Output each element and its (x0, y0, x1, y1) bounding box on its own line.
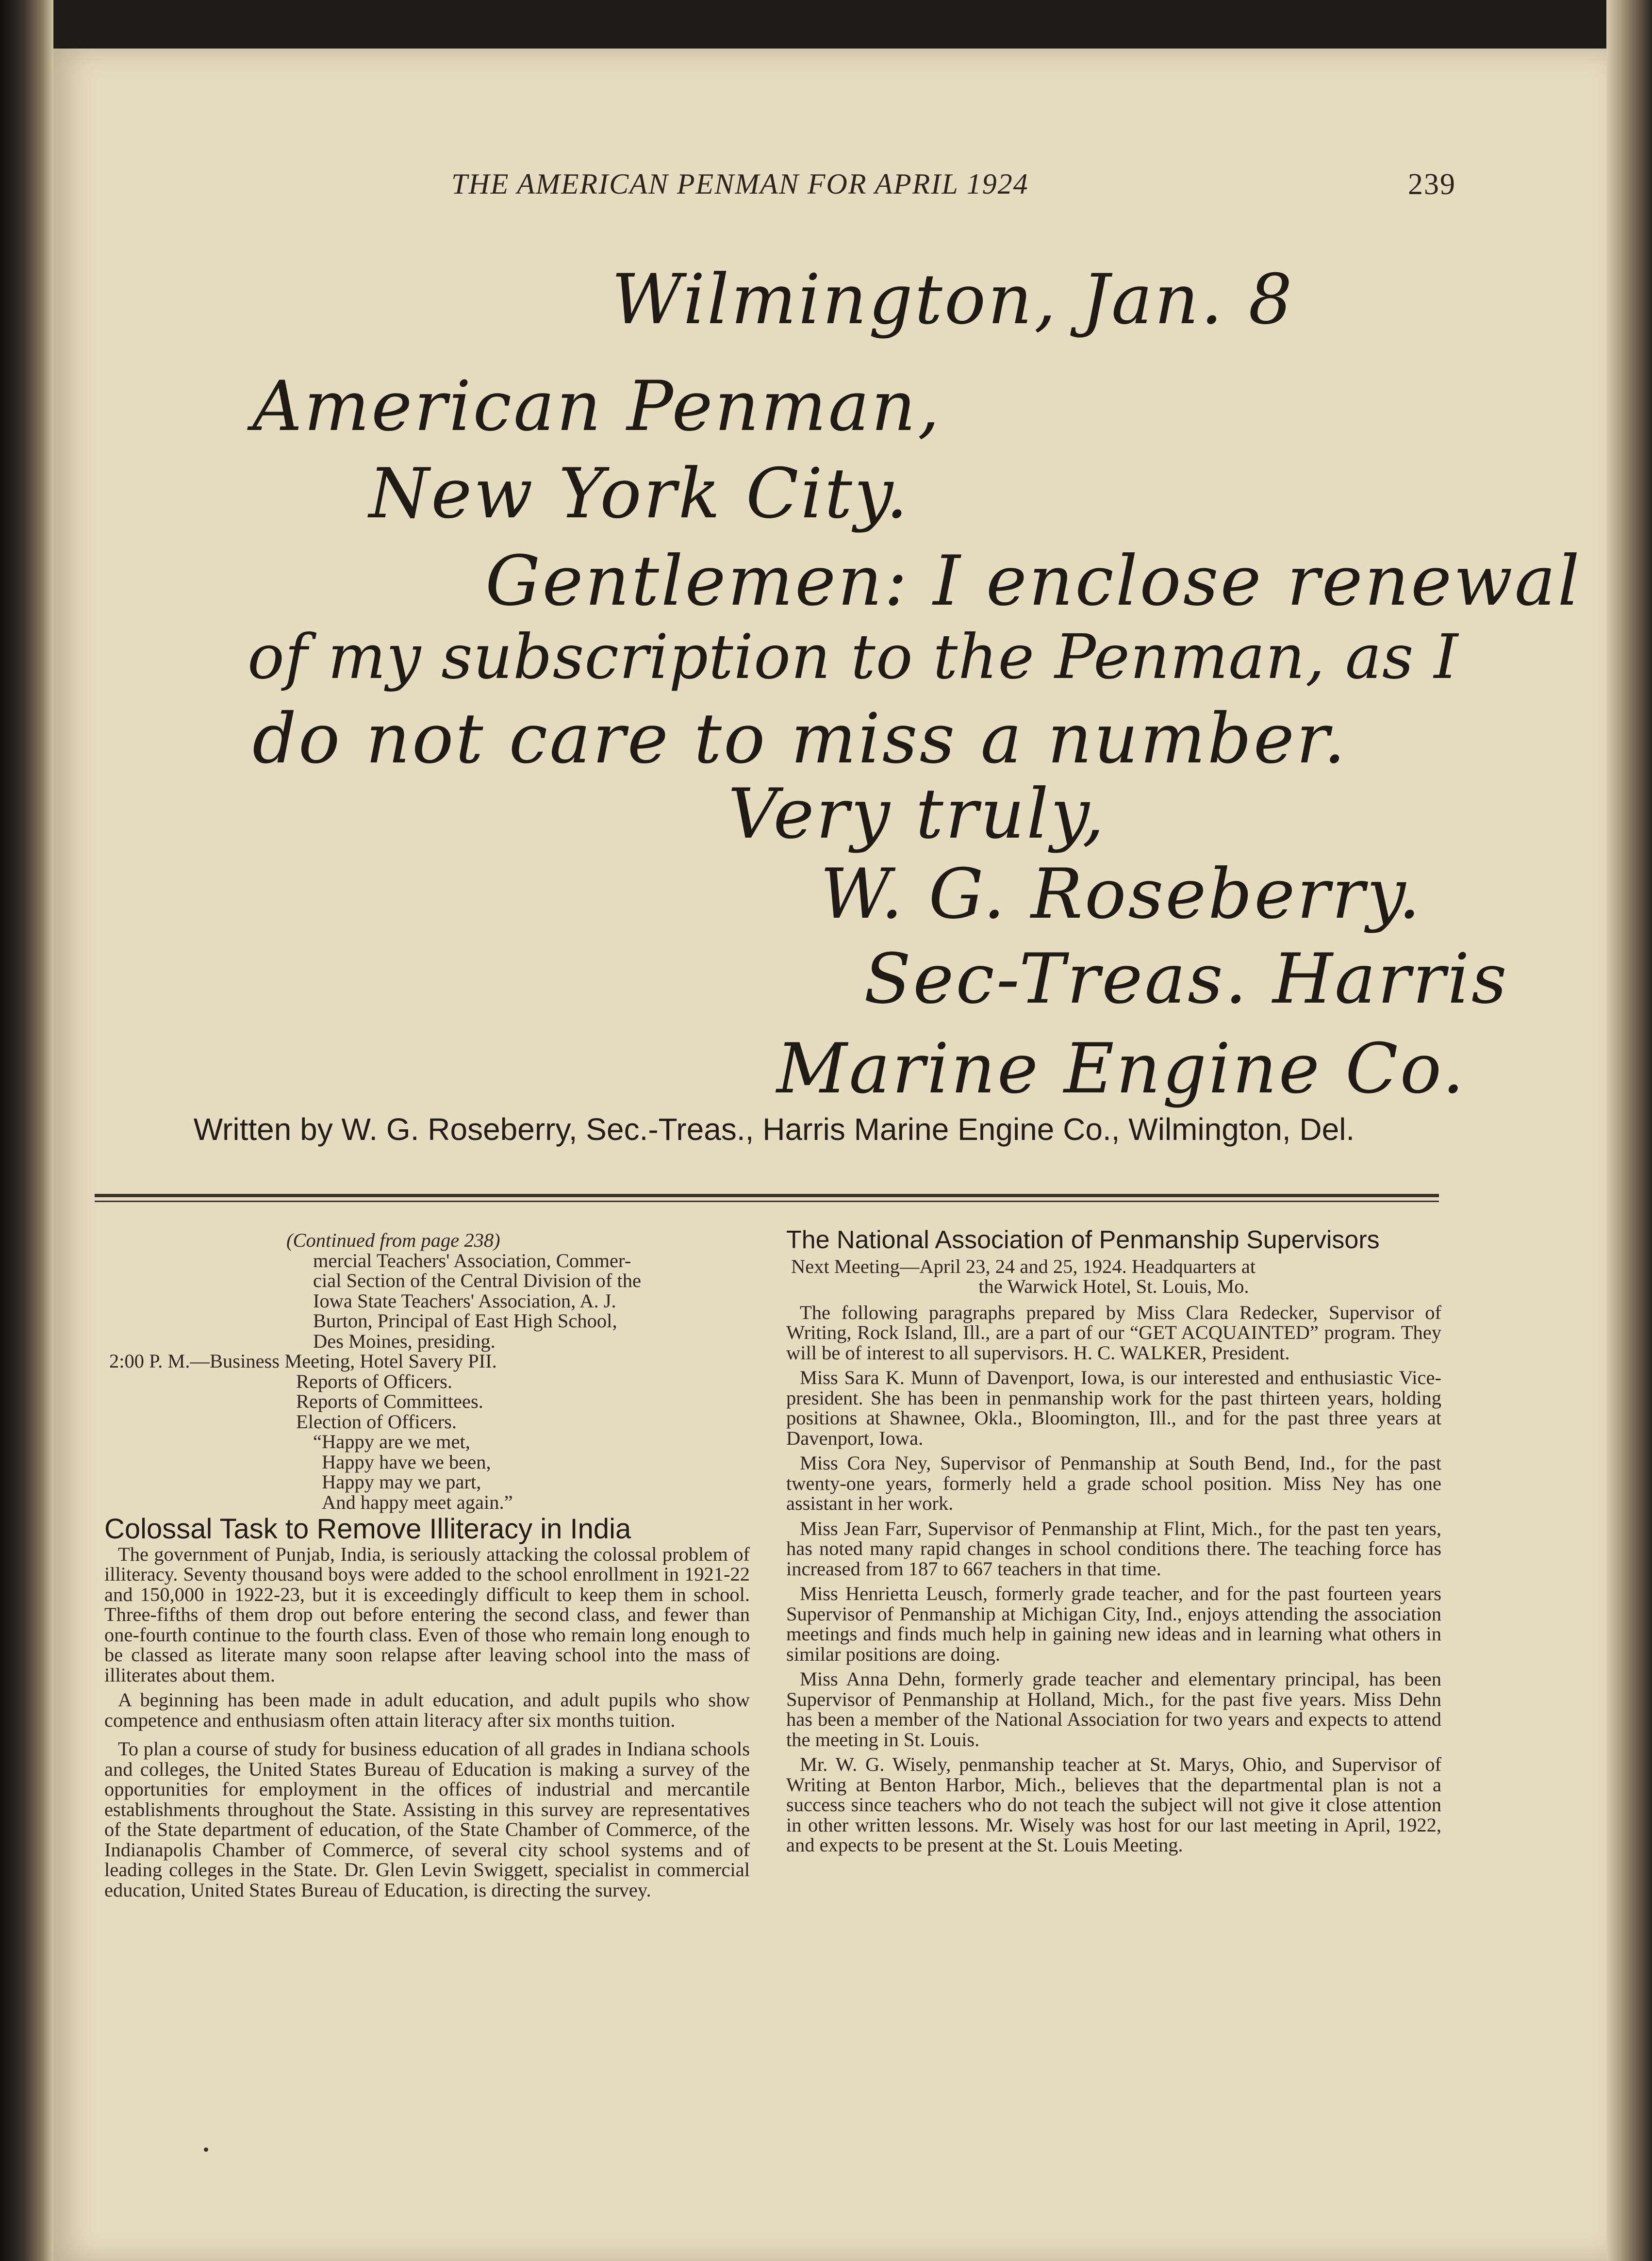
verse-line: Happy may we part, (322, 1471, 481, 1493)
verse-line: Happy have we been, (322, 1451, 491, 1473)
member-paragraph: Miss Sara K. Munn of Davenport, Iowa, is our interested and enthusiastic Vice-president. She has been in penmanship work for the past thirteen years, holding positions at Shawnee, Okla., Bloomington, Ill., and for the past three years at Davenport, Iowa. (786, 1367, 1441, 1449)
article-paragraph: The government of Punjab, India, is seriously attacking the colossal problem of illiteracy. Seventy thousand boys were added to the school enrollment in 1921-22 and 150,000 in 1922-23, but it is exceedingly difficult to keep them in school. Three-fifths of them drop out before entering the second class, and fewer than one-fourth continue to the fourth class. Even of those who remain long enough to be classed as literate many soon relapse after leaving school into the mass of illiterates about them. (104, 1543, 750, 1686)
header-title: THE AMERICAN PENMAN FOR APRIL 1924 (451, 168, 1029, 200)
program-line: Des Moines, presiding. (313, 1330, 496, 1352)
specimen-caption: Written by W. G. Roseberry, Sec.-Treas., Harris Marine Engine Co., Wilmington, Del. (193, 1112, 1355, 1147)
letter-company-line: Marine Engine Co. (776, 1029, 1466, 1109)
letter-body-3: do not care to miss a number. (252, 699, 1348, 779)
divider-rule-thin (95, 1201, 1439, 1202)
member-paragraph: Miss Anna Dehn, formerly grade teacher and elementary principal, has been Supervisor of Penmanship at Holland, Mich., for the past five years. Miss Dehn has been a member of the National Association for two years and expects to attend the meeting in St. Louis. (786, 1668, 1441, 1750)
continued-note: (Continued from page 238) (286, 1229, 500, 1251)
book-spine (0, 0, 53, 2261)
letter-body-2: of my subscription to the Penman, as I (248, 621, 1459, 693)
business-meeting-line: 2:00 P. M.—Business Meeting, Hotel Savery PII. (109, 1350, 497, 1372)
verse-line: “Happy are we met, (313, 1431, 470, 1452)
association-title: The National Association of Penmanship Supervisors (786, 1226, 1380, 1254)
letter-body-1: Gentlemen: I enclose renewal (485, 541, 1582, 621)
ink-speck (204, 2147, 208, 2152)
left-column (104, 1230, 750, 1905)
article-paragraph: To plan a course of study for business education of all grades in Indiana schools and colleges, the United States Bureau of Education is making a survey of the opportunities for employment in the offices of industrial and mercantile establishments throughout the State. Assisting in this survey are representatives of the State department of education, of the State Chamber of Commerce, of the Indianapolis Chamber of Commerce, of several city school systems and of leading colleges in the State. Dr. Glen Levin Swiggett, specialist in commercial education, United States Bureau of Education, is directing the survey. (104, 1738, 750, 1901)
letter-signature: W. G. Roseberry. (820, 854, 1422, 934)
program-line: mercial Teachers' Association, Commer- (313, 1249, 631, 1271)
agenda-list (104, 1371, 750, 1432)
letter-date-line: Wilmington, Jan. 8 (611, 260, 1294, 340)
meeting-line-1: Next Meeting—April 23, 24 and 25, 1924. Headquarters at (791, 1255, 1256, 1277)
program-line: cial Section of the Central Division of the (313, 1270, 641, 1291)
letter-title-line: Sec-Treas. Harris (864, 939, 1509, 1019)
meeting-line-2: the Warwick Hotel, St. Louis, Mo. (978, 1275, 1249, 1297)
agenda-item: Reports of Committees. (296, 1390, 483, 1412)
article-title: Colossal Task to Remove Illiteracy in India (104, 1513, 631, 1545)
member-paragraph: Mr. W. G. Wisely, penmanship teacher at St. Marys, Ohio, and Supervisor of Writing at Benton Harbor, Mich., believes that the departmental plan is not a success since teachers who do not teach the subject will not give it close attention in other written lessons. Mr. Wisely was host for our last meeting in April, 1922, and expects to be present at the St. Louis Meeting. (786, 1753, 1441, 1856)
page-edge (1606, 0, 1652, 2261)
right-column (786, 1226, 1441, 1860)
member-paragraph: Miss Jean Farr, Supervisor of Penmanship at Flint, Mich., for the past ten years, has noted many rapid changes in school conditions there. The teaching force has increased from 187 to 667 teachers in that time. (786, 1517, 1441, 1580)
divider-rule (95, 1194, 1439, 1197)
program-line: Burton, Principal of East High School, (313, 1310, 617, 1332)
verse (104, 1432, 750, 1512)
running-header (437, 167, 1456, 206)
verse-line: And happy meet again.” (322, 1491, 513, 1513)
program-line: Iowa State Teachers' Association, A. J. (313, 1289, 616, 1312)
agenda-item: Election of Officers. (296, 1410, 457, 1433)
agenda-item: Reports of Officers. (296, 1370, 453, 1392)
program-block (104, 1251, 750, 1352)
letter-address-1: American Penman, (252, 366, 942, 446)
letter-closing: Very truly, (728, 774, 1107, 854)
article-paragraph: A beginning has been made in adult education, and adult pupils who show competence and enthusiasm often attain literacy after six months tuition. (104, 1689, 750, 1731)
member-paragraph: Miss Henrietta Leusch, formerly grade teacher, and for the past fourteen years Supervisor of Penmanship at Michigan City, Ind., enjoys attending the association meetings and finds much help in gaining new ideas and in learning what others in similar positions are doing. (786, 1583, 1441, 1665)
page-number: 239 (1408, 168, 1456, 201)
member-paragraph: Miss Cora Ney, Supervisor of Penmanship at South Bend, Ind., for the past twenty-one years, formerly held a grade school position. Miss Ney has one assistant in her work. (786, 1452, 1441, 1514)
letter-address-2: New York City. (369, 454, 910, 534)
intro-paragraph: The following paragraphs prepared by Miss Clara Redecker, Supervisor of Writing, Rock Island, Ill., are a part of our “GET ACQUAINTED” program. They will be of interest to all supervisors. H. C. WALKER, President. (786, 1301, 1441, 1364)
